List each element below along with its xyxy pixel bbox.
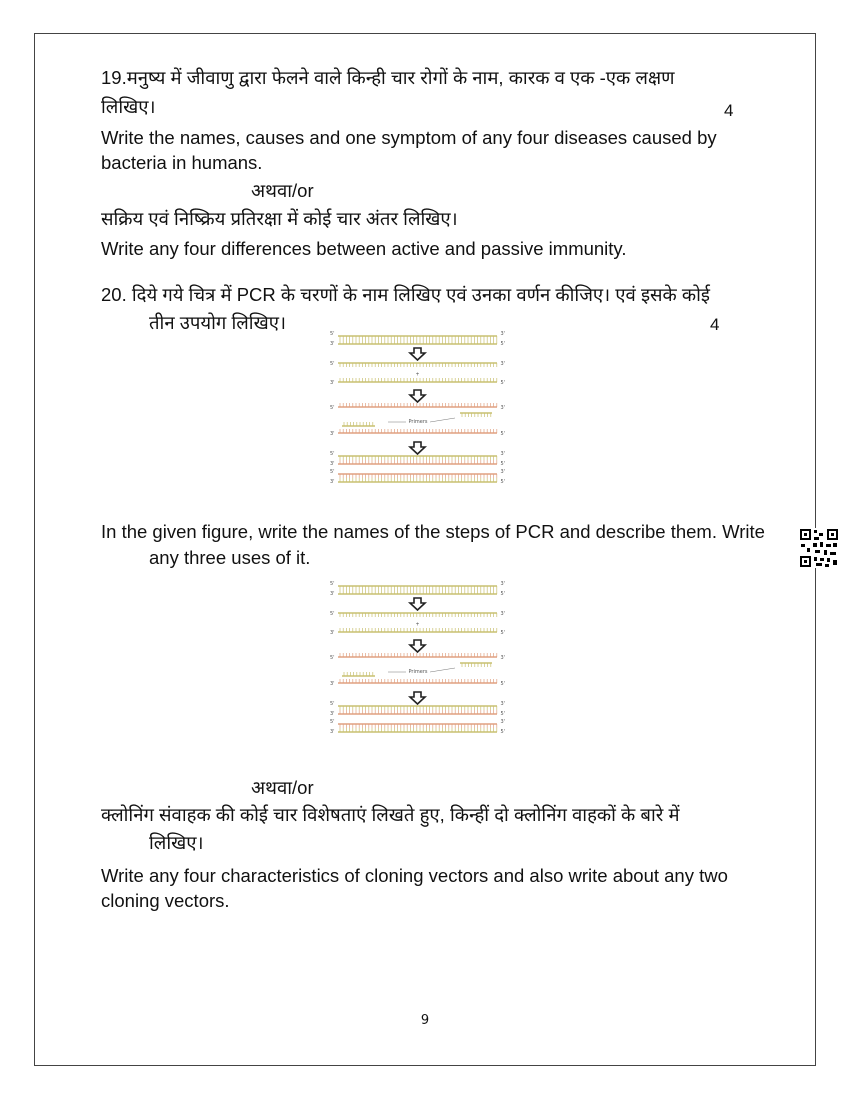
q19-hindi-line1: 19.मनुष्य में जीवाणु द्वारा फेलने वाले किन्ही चार रोगों के नाम, कारक व एक -एक लक्षण <box>101 67 675 88</box>
strand-end-label: 5' <box>500 591 505 597</box>
strand-end-label: 3' <box>330 479 335 485</box>
strand-end-label: 5' <box>500 711 505 717</box>
q19-marks: 4 <box>724 101 734 120</box>
down-arrow-icon <box>410 598 425 610</box>
strand-end-label: 5' <box>330 331 335 337</box>
down-arrow-icon <box>410 692 425 704</box>
strand-end-label: 3' <box>330 711 335 717</box>
strand-end-label: 5' <box>500 341 505 347</box>
strand-end-label: 5' <box>500 729 505 735</box>
strand-end-label: 3' <box>500 469 505 475</box>
primers-label: Primers <box>408 419 428 425</box>
strand-end-label: 5' <box>500 630 505 636</box>
strand-end-label: 3' <box>330 380 335 386</box>
plus-sign: + <box>415 372 420 378</box>
strand-end-label: 5' <box>330 581 335 587</box>
strand-end-label: 5' <box>330 719 335 725</box>
q19-hindi-line2: लिखिए। <box>101 96 156 117</box>
primer-pointer <box>430 418 455 422</box>
strand-end-label: 5' <box>330 361 335 367</box>
strand-end-label: 5' <box>330 405 335 411</box>
q20-alt-english-line1: Write any four characteristics of cloning vectors and also write about any two <box>101 865 728 886</box>
strand-end-label: 5' <box>330 469 335 475</box>
strand-end-label: 3' <box>500 581 505 587</box>
q20-english-line1: In the given figure, write the names of the steps of PCR and describe them. Write <box>101 521 765 542</box>
strand-end-label: 5' <box>500 461 505 467</box>
strand-end-label: 5' <box>500 380 505 386</box>
down-arrow-icon <box>410 390 425 402</box>
q19-alt-english: Write any four differences between active and passive immunity. <box>101 238 627 259</box>
strand-end-label: 5' <box>330 701 335 707</box>
strand-end-label: 3' <box>330 681 335 687</box>
strand-end-label: 5' <box>330 451 335 457</box>
q20-english-line2: any three uses of it. <box>149 547 311 568</box>
q20-or-label: अथवा/or <box>251 777 314 798</box>
q19-english-line1: Write the names, causes and one symptom of any four diseases caused by <box>101 127 717 148</box>
q19-or-label: अथवा/or <box>251 180 314 201</box>
strand-end-label: 5' <box>500 681 505 687</box>
strand-end-label: 3' <box>330 630 335 636</box>
down-arrow-icon <box>410 348 425 360</box>
strand-end-label: 3' <box>330 729 335 735</box>
pcr-figure-bottom <box>330 580 505 740</box>
q20-alt-hindi-line1: क्लोनिंग संवाहक की कोई चार विशेषताएं लिखते हुए, किन्हीं दो क्लोनिंग वाहकों के बारे में <box>101 804 680 825</box>
primers-label: Primers <box>408 669 428 675</box>
q20-marks: 4 <box>710 315 720 334</box>
strand-end-label: 3' <box>330 591 335 597</box>
strand-end-label: 3' <box>500 451 505 457</box>
down-arrow-icon <box>410 442 425 454</box>
strand-end-label: 3' <box>500 655 505 661</box>
q20-alt-hindi-line2: लिखिए। <box>149 832 204 853</box>
strand-end-label: 5' <box>330 655 335 661</box>
q20-hindi-line2: तीन उपयोग लिखिए। <box>149 312 286 333</box>
strand-end-label: 3' <box>500 331 505 337</box>
q19-alt-hindi: सक्रिय एवं निष्क्रिय प्रतिरक्षा में कोई चार अंतर लिखिए। <box>101 208 458 229</box>
primer-pointer <box>430 668 455 672</box>
q20-alt-english-line2: cloning vectors. <box>101 890 230 911</box>
q19-english-line2: bacteria in humans. <box>101 152 263 173</box>
down-arrow-icon <box>410 640 425 652</box>
pcr-figure-top <box>330 330 505 490</box>
strand-end-label: 3' <box>500 361 505 367</box>
q20-hindi-line1: 20. दिये गये चित्र में PCR के चरणों के नाम लिखिए एवं उनका वर्णन कीजिए। एवं इसके कोई <box>101 284 710 305</box>
strand-end-label: 3' <box>330 431 335 437</box>
strand-end-label: 3' <box>330 341 335 347</box>
strand-end-label: 5' <box>500 431 505 437</box>
plus-sign: + <box>415 622 420 628</box>
strand-end-label: 5' <box>500 479 505 485</box>
strand-end-label: 3' <box>500 611 505 617</box>
strand-end-label: 3' <box>500 701 505 707</box>
strand-end-label: 3' <box>330 461 335 467</box>
strand-end-label: 5' <box>330 611 335 617</box>
qr-code-icon <box>799 528 839 568</box>
strand-end-label: 3' <box>500 405 505 411</box>
page-number: 9 <box>420 1013 430 1028</box>
strand-end-label: 3' <box>500 719 505 725</box>
